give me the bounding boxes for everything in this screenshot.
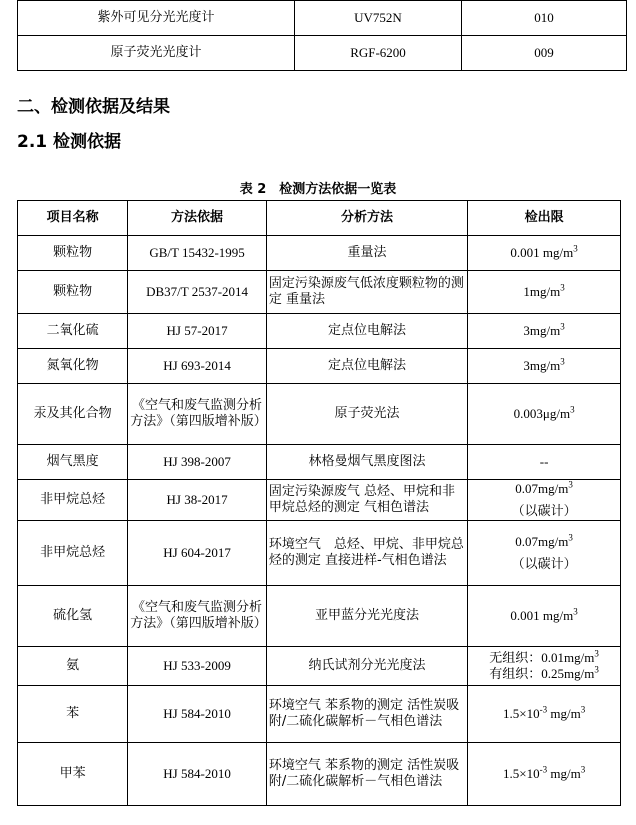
instrument-name: 原子荧光光度计 bbox=[18, 36, 295, 71]
method-basis: 《空气和废气监测分析方法》（第四版增补版） bbox=[128, 586, 267, 647]
limit-value: 0.001 mg/m bbox=[510, 608, 574, 623]
analysis-method: 重量法 bbox=[266, 236, 467, 271]
item-name: 非甲烷总烃 bbox=[18, 521, 128, 586]
limit-note: （以碳计） bbox=[511, 556, 577, 571]
item-name: 烟气黑度 bbox=[18, 445, 128, 480]
method-basis: HJ 584-2010 bbox=[128, 743, 267, 806]
table-row bbox=[18, 743, 621, 806]
subsection-heading: 2.1 检测依据 bbox=[17, 132, 122, 152]
instrument-number: 009 bbox=[462, 36, 627, 71]
method-basis: HJ 584-2010 bbox=[128, 686, 267, 743]
table-row bbox=[18, 1, 627, 36]
limit-superscript: 3 bbox=[573, 606, 578, 617]
limit-superscript: 3 bbox=[560, 356, 565, 367]
method-basis: GB/T 15432-1995 bbox=[128, 236, 267, 271]
limit-value: 1.5×10 bbox=[503, 766, 540, 781]
method-basis: HJ 533-2009 bbox=[128, 647, 267, 686]
limit-superscript: 3 bbox=[560, 282, 565, 293]
header-method: 分析方法 bbox=[266, 201, 467, 236]
limit-note: （以碳计） bbox=[511, 503, 577, 518]
table-row bbox=[18, 445, 621, 480]
analysis-method: 林格曼烟气黑度图法 bbox=[266, 445, 467, 480]
table-row bbox=[18, 586, 621, 647]
detection-limit bbox=[468, 743, 621, 806]
limit-superscript: 3 bbox=[594, 664, 599, 675]
method-basis: 《空气和废气监测分析方法》（第四版增补版） bbox=[128, 384, 267, 445]
table-row bbox=[18, 271, 621, 314]
header-limit: 检出限 bbox=[468, 201, 621, 236]
table-row bbox=[18, 521, 621, 586]
limit-value: 3mg/m bbox=[523, 358, 561, 373]
item-name: 非甲烷总烃 bbox=[18, 480, 128, 521]
limit-exponent: -3 bbox=[539, 704, 548, 715]
instrument-model: UV752N bbox=[295, 1, 462, 36]
item-name: 氨 bbox=[18, 647, 128, 686]
table-row bbox=[18, 314, 621, 349]
detection-limit bbox=[468, 349, 621, 384]
item-name: 颗粒物 bbox=[18, 271, 128, 314]
analysis-method: 环境空气 苯系物的测定 活性炭吸附/二硫化碳解析－气相色谱法 bbox=[266, 686, 467, 743]
limit-superscript: 3 bbox=[568, 479, 573, 490]
method-basis: DB37/T 2537-2014 bbox=[128, 271, 267, 314]
method-basis: HJ 693-2014 bbox=[128, 349, 267, 384]
limit-value: 无组织：0.01mg/m bbox=[489, 650, 595, 665]
detection-limit bbox=[468, 480, 621, 521]
limit-superscript: 3 bbox=[580, 704, 586, 715]
item-name: 甲苯 bbox=[18, 743, 128, 806]
limit-value: -- bbox=[539, 454, 549, 469]
table-caption: 表 2 检测方法依据一览表 bbox=[239, 182, 397, 197]
table-row bbox=[18, 349, 621, 384]
limit-value: 0.001 mg/m bbox=[510, 245, 574, 260]
limit-value: 0.07mg/m bbox=[515, 534, 569, 549]
limit-superscript: 3 bbox=[568, 532, 573, 543]
detection-limit bbox=[468, 586, 621, 647]
limit-superscript: 3 bbox=[594, 648, 599, 659]
method-table bbox=[17, 200, 621, 806]
table-row bbox=[18, 480, 621, 521]
detection-limit bbox=[468, 686, 621, 743]
limit-superscript: 3 bbox=[570, 404, 575, 415]
limit-value: 0.07mg/m bbox=[515, 481, 569, 496]
detection-limit bbox=[468, 521, 621, 586]
analysis-method: 亚甲蓝分光光度法 bbox=[266, 586, 467, 647]
item-name: 硫化氢 bbox=[18, 586, 128, 647]
table-row bbox=[18, 647, 621, 686]
method-basis: HJ 398-2007 bbox=[128, 445, 267, 480]
detection-limit bbox=[468, 271, 621, 314]
instrument-table bbox=[17, 0, 627, 71]
analysis-method: 纳氏试剂分光光度法 bbox=[266, 647, 467, 686]
header-basis: 方法依据 bbox=[128, 201, 267, 236]
limit-value: 0.003μg/m bbox=[513, 406, 571, 421]
analysis-method: 环境空气 总烃、甲烷、非甲烷总烃的测定 直接进样-气相色谱法 bbox=[266, 521, 467, 586]
limit-note: 有组织：0.25mg/m bbox=[489, 666, 595, 681]
table-header-row bbox=[18, 201, 621, 236]
analysis-method: 定点位电解法 bbox=[266, 349, 467, 384]
analysis-method: 环境空气 苯系物的测定 活性炭吸附/二硫化碳解析－气相色谱法 bbox=[266, 743, 467, 806]
limit-value: 1.5×10 bbox=[503, 706, 540, 721]
limit-exponent: -3 bbox=[539, 764, 548, 775]
method-basis: HJ 604-2017 bbox=[128, 521, 267, 586]
item-name: 氮氧化物 bbox=[18, 349, 128, 384]
method-basis: HJ 38-2017 bbox=[128, 480, 267, 521]
detection-limit bbox=[468, 384, 621, 445]
limit-value: 3mg/m bbox=[523, 323, 561, 338]
limit-unit: mg/m bbox=[547, 706, 581, 721]
item-name: 汞及其化合物 bbox=[18, 384, 128, 445]
analysis-method: 原子荧光法 bbox=[266, 384, 467, 445]
table-row bbox=[18, 236, 621, 271]
limit-value: 1mg/m bbox=[523, 284, 561, 299]
instrument-number: 010 bbox=[462, 1, 627, 36]
item-name: 苯 bbox=[18, 686, 128, 743]
analysis-method: 固定污染源废气低浓度颗粒物的测定 重量法 bbox=[266, 271, 467, 314]
analysis-method: 固定污染源废气 总烃、甲烷和非甲烷总烃的测定 气相色谱法 bbox=[266, 480, 467, 521]
limit-superscript: 3 bbox=[580, 764, 586, 775]
detection-limit bbox=[468, 236, 621, 271]
limit-superscript: 3 bbox=[560, 321, 565, 332]
detection-limit bbox=[468, 445, 621, 480]
instrument-name: 紫外可见分光光度计 bbox=[18, 1, 295, 36]
table-row bbox=[18, 384, 621, 445]
header-item: 项目名称 bbox=[18, 201, 128, 236]
analysis-method: 定点位电解法 bbox=[266, 314, 467, 349]
section-heading: 二、检测依据及结果 bbox=[17, 97, 170, 117]
item-name: 颗粒物 bbox=[18, 236, 128, 271]
detection-limit bbox=[468, 647, 621, 686]
limit-superscript: 3 bbox=[573, 243, 578, 254]
method-basis: HJ 57-2017 bbox=[128, 314, 267, 349]
item-name: 二氧化硫 bbox=[18, 314, 128, 349]
detection-limit bbox=[468, 314, 621, 349]
limit-unit: mg/m bbox=[547, 766, 581, 781]
table-row bbox=[18, 36, 627, 71]
instrument-model: RGF-6200 bbox=[295, 36, 462, 71]
table-row bbox=[18, 686, 621, 743]
